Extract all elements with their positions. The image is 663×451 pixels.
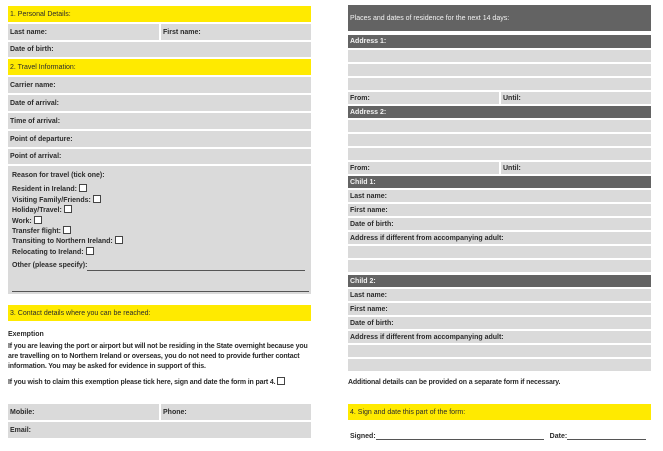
child-first-name-label: First name:: [350, 305, 388, 313]
dob-field[interactable]: [8, 42, 311, 57]
child1-address-field[interactable]: [348, 232, 651, 244]
date-line[interactable]: [567, 433, 646, 440]
child2-dob-field[interactable]: [348, 317, 651, 329]
carrier-name-label: Carrier name:: [10, 81, 56, 89]
until-label: Until:: [503, 94, 521, 102]
child-dob-label: Date of birth:: [350, 220, 394, 228]
checkbox-visiting[interactable]: [93, 195, 101, 203]
section2-title: 2. Travel Information:: [10, 63, 76, 71]
section4-title: 4. Sign and date this part of the form:: [350, 408, 466, 416]
reason-resident[interactable]: [12, 184, 307, 194]
checkbox-resident[interactable]: [79, 184, 87, 192]
address2-line3[interactable]: [348, 148, 651, 160]
reason-visiting[interactable]: [12, 195, 307, 205]
from-label: From:: [350, 164, 370, 172]
address1-from-field[interactable]: [348, 92, 499, 104]
point-of-departure-label: Point of departure:: [10, 135, 73, 143]
checkbox-relocating[interactable]: [86, 247, 94, 255]
dob-label: Date of birth:: [10, 46, 54, 53]
section1-header: [8, 6, 311, 22]
child2-last-name-field[interactable]: [348, 289, 651, 301]
signature-line[interactable]: [376, 433, 544, 440]
reason-relocating[interactable]: [12, 247, 307, 257]
reason-holiday[interactable]: [12, 205, 307, 215]
checkbox-exemption[interactable]: [277, 377, 285, 385]
exemption-claim-label: If you wish to claim this exemption please tick here, sign and date the form in part 4.: [8, 379, 276, 386]
child2-header: [348, 275, 651, 287]
reason-label: Transiting to Northern Ireland:: [12, 238, 113, 246]
exemption-claim: [8, 377, 285, 386]
address1-line1[interactable]: [348, 50, 651, 62]
child1-label: Child 1:: [350, 178, 376, 186]
reason-for-travel-box: [8, 166, 311, 294]
other-label: Other (please specify):: [12, 262, 88, 270]
until-label: Until:: [503, 164, 521, 172]
address2-line2[interactable]: [348, 134, 651, 146]
reason-transiting[interactable]: [12, 236, 307, 246]
phone-label: Phone:: [163, 408, 187, 416]
signed-label: Signed:: [350, 433, 376, 440]
point-of-arrival-label: Point of arrival:: [10, 153, 62, 160]
child1-address-line2[interactable]: [348, 260, 651, 272]
reason-label: Holiday/Travel:: [12, 207, 62, 215]
time-of-arrival-label: Time of arrival:: [10, 117, 61, 125]
address1-until-field[interactable]: [501, 92, 651, 104]
child1-dob-field[interactable]: [348, 218, 651, 230]
date-of-arrival-label: Date of arrival:: [10, 99, 60, 107]
address1-label: Address 1:: [350, 38, 387, 45]
child-first-name-label: First name:: [350, 206, 388, 214]
child1-address-line1[interactable]: [348, 246, 651, 258]
point-of-arrival-field[interactable]: [8, 149, 311, 164]
child2-label: Child 2:: [350, 277, 376, 285]
reason-title: Reason for travel (tick one):: [12, 172, 105, 179]
child1-first-name-field[interactable]: [348, 204, 651, 216]
mobile-field[interactable]: [8, 404, 159, 420]
child1-last-name-field[interactable]: [348, 190, 651, 202]
checkbox-transiting[interactable]: [115, 236, 123, 244]
reason-work[interactable]: [12, 216, 307, 226]
last-name-field[interactable]: [8, 24, 159, 40]
address1-header: [348, 35, 651, 48]
child2-address-line1[interactable]: [348, 345, 651, 357]
residence-title: Places and dates of residence for the next 14 days:: [350, 14, 510, 22]
email-field[interactable]: [8, 422, 311, 438]
address2-from-field[interactable]: [348, 162, 499, 174]
checkbox-work[interactable]: [34, 216, 42, 224]
section4-header: [348, 404, 651, 420]
child2-address-line2[interactable]: [348, 359, 651, 371]
other-line[interactable]: [87, 261, 305, 270]
from-label: From:: [350, 94, 370, 102]
additional-note: Additional details can be provided on a separate form if necessary.: [348, 379, 561, 386]
last-name-label: Last name:: [10, 28, 47, 36]
exemption-title: Exemption: [8, 331, 44, 338]
child-dob-label: Date of birth:: [350, 319, 394, 327]
child2-address-field[interactable]: [348, 331, 651, 343]
time-of-arrival-field[interactable]: [8, 113, 311, 129]
address2-line1[interactable]: [348, 120, 651, 132]
child2-first-name-field[interactable]: [348, 303, 651, 315]
address2-header: [348, 106, 651, 118]
child-address-label: Address if different from accompanying adult:: [350, 234, 504, 242]
address2-until-field[interactable]: [501, 162, 651, 174]
first-name-label: First name:: [163, 28, 201, 36]
section3-title: 3. Contact details where you can be reached:: [10, 309, 151, 317]
point-of-departure-field[interactable]: [8, 131, 311, 147]
checkbox-holiday[interactable]: [64, 205, 72, 213]
mobile-label: Mobile:: [10, 408, 35, 416]
date-label: Date:: [549, 433, 568, 440]
reason-transfer[interactable]: [12, 226, 307, 236]
reason-label: Transfer flight:: [12, 228, 62, 236]
child-address-label: Address if different from accompanying adult:: [350, 333, 504, 341]
residence-header: [348, 5, 651, 31]
first-name-field[interactable]: [161, 24, 311, 40]
signature-row: [350, 433, 646, 440]
address2-label: Address 2:: [350, 108, 387, 116]
address1-line3[interactable]: [348, 78, 651, 90]
section3-header: [8, 305, 311, 321]
date-of-arrival-field[interactable]: [8, 95, 311, 111]
section2-header: [8, 59, 311, 75]
exemption-text: If you are leaving the port or airport but will not be residing in the State overnight because you are travelling on to Northern Ireland or overseas, you do not need to provide further contact information. You may be asked for evidence in support of this.: [8, 343, 308, 370]
child1-header: [348, 176, 651, 188]
reason-label: Resident in Ireland:: [12, 186, 77, 194]
reason-label: Visiting Family/Friends:: [12, 196, 91, 204]
email-label: Email:: [10, 426, 32, 434]
child-last-name-label: Last name:: [350, 291, 387, 299]
reason-label: Work:: [12, 217, 32, 225]
phone-field[interactable]: [161, 404, 311, 420]
other-line-2[interactable]: [12, 290, 309, 292]
carrier-name-field[interactable]: [8, 77, 311, 93]
other-reason[interactable]: [12, 261, 307, 270]
section1-title: 1. Personal Details:: [10, 10, 71, 18]
checkbox-transfer[interactable]: [63, 226, 71, 234]
reason-label: Relocating to Ireland:: [12, 248, 84, 256]
child-last-name-label: Last name:: [350, 192, 387, 200]
address1-line2[interactable]: [348, 64, 651, 76]
